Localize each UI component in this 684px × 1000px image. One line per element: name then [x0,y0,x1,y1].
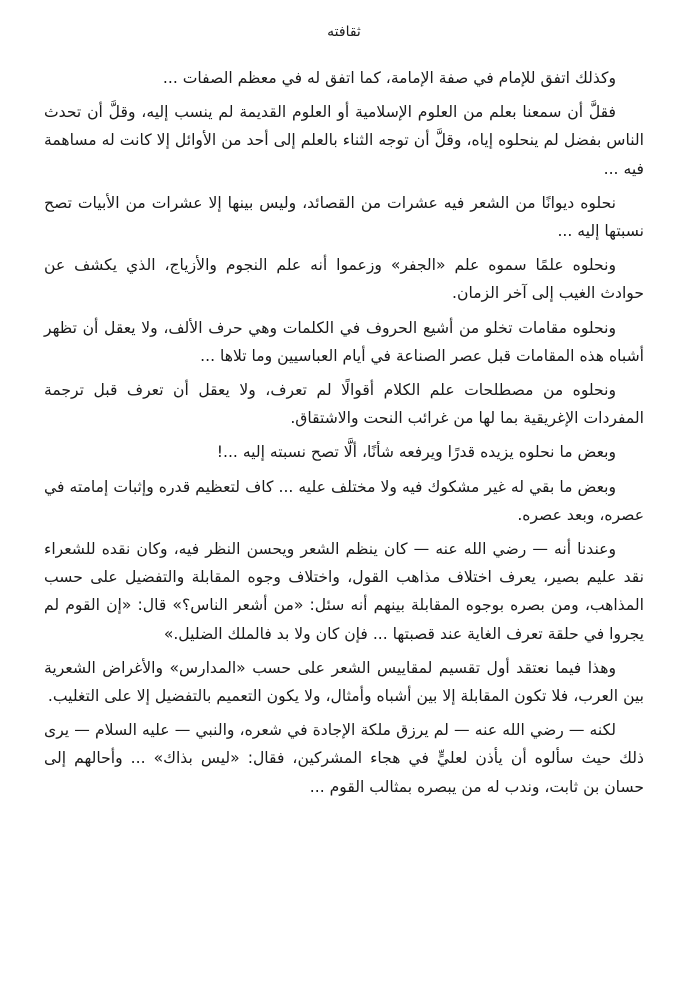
paragraph: وهذا فيما نعتقد أول تقسيم لمقاييس الشعر على حسب «المدارس» والأغراض الشعرية بين العرب، فلا تكون المقابلة إلا بين أشباه وأمثال، ولا يكون التعميم بالتفضيل إلا على التغليب. [44,658,644,706]
paragraph: ونحلوه علمًا سموه علم «الجفر» وزعموا أنه علم النجوم والأزياج، الذي يكشف عن حوادث الغيب إلى آخر الزمان. [44,256,644,303]
paragraph: وكذلك اتفق للإمام في صفة الإمامة، كما اتفق له في معظم الصفات ... [162,69,616,87]
paragraph: وبعض ما بقي له غير مشكوك فيه ولا مختلف عليه ... كاف لتعظيم قدره وإثبات إمامته في عصره، وبعد عصره. [44,477,644,524]
paragraph: نحلوه ديوانًا من الشعر فيه عشرات من القصائد، وليس بينها إلا عشرات من الأبيات تصح نسبتها إليه ... [44,193,644,241]
paragraph: ونحلوه من مصطلحات علم الكلام أقوالًا لم تعرف، ولا يعقل أن تعرف قبل ترجمة المفردات الإغريقية بما لها من غرائب النحت والاشتقاق. [44,381,644,428]
paragraph: لكنه — رضي الله عنه — لم يرزق ملكة الإجادة في شعره، والنبي — عليه السلام — يرى ذلك حيث سألوه أن يأذن لعليٍّ في هجاء المشركين، فقال: «ليس بذاك» ... وأحالهم إلى حسان بن ثابت، وندب له من يبصره بمثالب القوم ... [44,721,644,796]
paragraph: وبعض ما نحلوه يزيده قدرًا ويرفعه شأنًا، ألَّا تصح نسبته إليه ...! [216,443,616,462]
paragraph: وعندنا أنه — رضي الله عنه — كان ينظم الشعر ويحسن النظر فيه، وكان نقده للشعراء نقد عليم بصير، يعرف اختلاف مذاهب القول، واختلاف وجوه المقابلة والتفضيل على حسب المذاهب، ومن بصره بوجوه المقابلة بينهم أنه سئل: «من أشعر الناس؟» قال: «إن القوم لم يجروا في حلقة تعرف الغاية عند قصبتها ... فإن كان ولا بد فالملك الضليل.» [44,540,644,643]
running-head: ثقافته [327,24,361,40]
paragraph: فقلَّ أن سمعنا بعلم من العلوم الإسلامية أو العلوم القديمة لم ينسب إليه، وقلَّ أن تحدث الناس بفضل لم ينحلوه إياه، وقلَّ أن توجه الثناء بالعلم إلى أحد من الأوائل إلا كانت له مساهمة فيه ... [44,103,644,178]
body-text [44,64,644,801]
paragraph: ونحلوه مقامات تخلو من أشيع الحروف في الكلمات وهي حرف الألف، ولا يعقل أن تظهر أشباه هذه المقامات قبل عصر الصناعة في أيام العباسيين وما تلاها ... [44,318,644,365]
